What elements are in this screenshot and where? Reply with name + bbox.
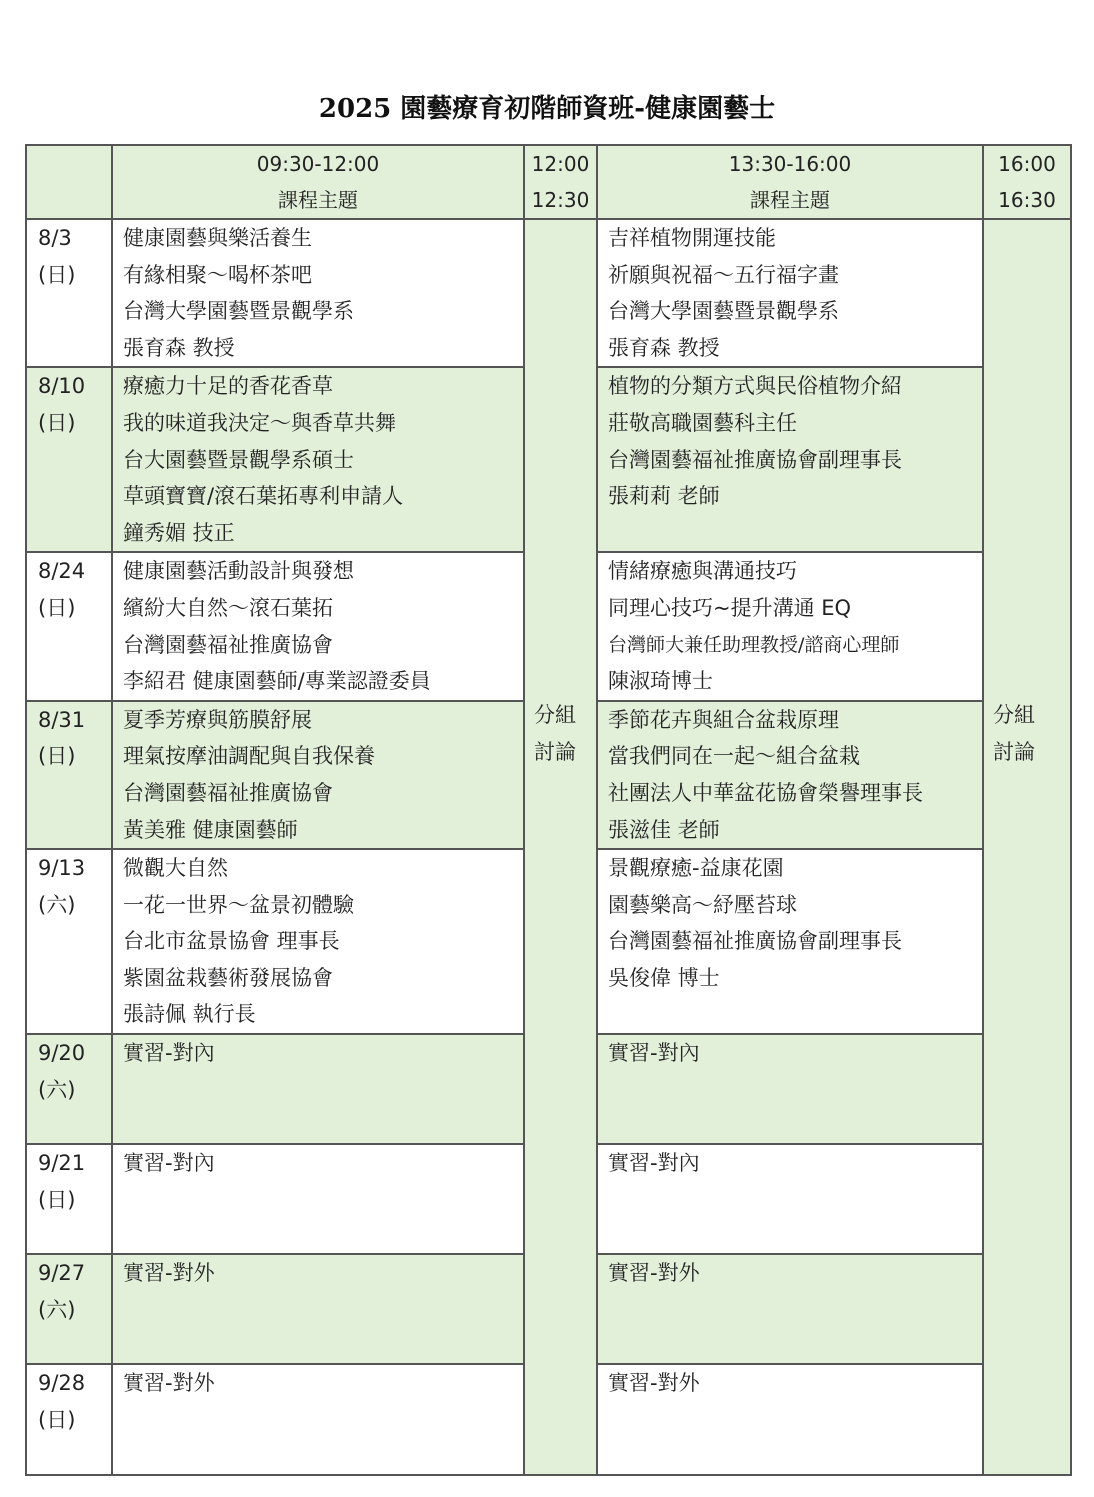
- discussion-line: 分組: [534, 703, 576, 727]
- date: 8/24: [38, 559, 86, 584]
- course-subtitle: 繽紛大自然～滾石葉拓: [123, 595, 333, 620]
- weekday: (六): [38, 1077, 76, 1102]
- course-subtitle: 園藝樂高～紓壓苔球: [608, 892, 797, 917]
- course-teacher: 張莉莉 老師: [608, 484, 720, 509]
- header-date-cell: [26, 145, 112, 219]
- weekday: (日): [38, 1407, 76, 1432]
- header-late: [983, 145, 1071, 219]
- course-teacher: 張育森 教授: [608, 335, 720, 360]
- discussion-line: 討論: [993, 739, 1035, 764]
- course-teacher: 鐘秀媚 技正: [123, 520, 235, 545]
- morning-course: [112, 849, 524, 1034]
- header-afternoon: [597, 145, 983, 219]
- course-teacher: 黃美雅 健康園藝師: [123, 817, 298, 842]
- date: 9/21: [38, 1151, 86, 1176]
- date-cell: [26, 1144, 112, 1254]
- date-cell: [26, 701, 112, 849]
- table-row: [26, 219, 1071, 367]
- afternoon-label: 課程主題: [750, 188, 830, 212]
- course-org: 台灣園藝福祉推廣協會: [123, 632, 333, 657]
- course-org: 紫園盆栽藝術發展協會: [123, 965, 333, 990]
- afternoon-course: [597, 219, 983, 367]
- header-row: [26, 145, 1071, 219]
- morning-course: [112, 1034, 524, 1144]
- course-title: 實習-對內: [608, 1151, 700, 1176]
- course-subtitle: 祈願與祝福～五行福字畫: [608, 262, 839, 287]
- course-subtitle: 一花一世界～盆景初體驗: [123, 892, 354, 917]
- noon-end: 12:30: [531, 188, 590, 212]
- page-title: 2025 園藝療育初階師資班-健康園藝士: [318, 94, 776, 124]
- course-title: 景觀療癒-益康花園: [608, 856, 784, 881]
- morning-course: [112, 1254, 524, 1364]
- course-org: 台北市盆景協會 理事長: [123, 929, 340, 954]
- course-title: 實習-對外: [608, 1261, 700, 1286]
- afternoon-course: [597, 1254, 983, 1364]
- date-cell: [26, 219, 112, 367]
- weekday: (六): [38, 892, 76, 917]
- weekday: (日): [38, 262, 76, 287]
- course-title: 實習-對內: [123, 1041, 215, 1066]
- afternoon-time: 13:30-16:00: [728, 152, 852, 176]
- weekday: (日): [38, 595, 76, 620]
- date: 9/13: [38, 856, 86, 881]
- weekday: (日): [38, 410, 76, 435]
- morning-course: [112, 367, 524, 552]
- late-start: 16:00: [998, 152, 1056, 176]
- date: 8/3: [38, 226, 72, 250]
- date: 9/27: [38, 1261, 86, 1286]
- course-org: 台大園藝暨景觀學系碩士: [123, 447, 354, 472]
- date: 8/10: [38, 374, 86, 399]
- course-teacher: 陳淑琦博士: [608, 669, 713, 694]
- noon-start: 12:00: [531, 152, 590, 176]
- morning-course: [112, 219, 524, 367]
- morning-course: [112, 552, 524, 700]
- course-title: 夏季芳療與筋膜舒展: [123, 707, 312, 732]
- date-cell: [26, 849, 112, 1034]
- course-teacher: 張滋佳 老師: [608, 817, 720, 842]
- morning-label: 課程主題: [278, 188, 358, 212]
- noon-discussion: [524, 219, 597, 1475]
- weekday: (日): [38, 1187, 76, 1212]
- course-title: 療癒力十足的香花香草: [123, 374, 333, 399]
- course-title: 微觀大自然: [123, 856, 228, 881]
- afternoon-course: [597, 849, 983, 1034]
- morning-course: [112, 1364, 524, 1475]
- course-subtitle: 莊敬高職園藝科主任: [608, 410, 797, 435]
- weekday: (日): [38, 744, 76, 769]
- course-org: 台灣園藝福祉推廣協會副理事長: [608, 929, 902, 954]
- course-subtitle: 當我們同在一起～組合盆栽: [608, 744, 860, 769]
- header-morning: [112, 145, 524, 219]
- course-title: 實習-對外: [608, 1371, 700, 1396]
- course-title: 情緒療癒與溝通技巧: [608, 559, 797, 584]
- date-cell: [26, 1364, 112, 1475]
- date: 9/28: [38, 1371, 86, 1396]
- afternoon-course: [597, 1144, 983, 1254]
- late-end: 16:30: [998, 188, 1056, 212]
- course-title: 實習-對內: [123, 1151, 215, 1176]
- course-org: 台灣大學園藝暨景觀學系: [608, 299, 839, 324]
- course-teacher: 張詩佩 執行長: [123, 1002, 256, 1027]
- course-org: 社團法人中華盆花協會榮譽理事長: [608, 780, 923, 805]
- course-title: 健康園藝活動設計與發想: [123, 559, 354, 584]
- course-title: 吉祥植物開運技能: [608, 226, 776, 250]
- afternoon-course: [597, 367, 983, 552]
- course-org: 台灣園藝福祉推廣協會: [123, 780, 333, 805]
- course-title: 季節花卉與組合盆栽原理: [608, 707, 839, 732]
- date-cell: [26, 552, 112, 700]
- course-subtitle: 同理心技巧~提升溝通 EQ: [608, 595, 852, 620]
- afternoon-course: [597, 1364, 983, 1475]
- weekday: (六): [38, 1297, 76, 1322]
- course-title: 實習-對外: [123, 1371, 215, 1396]
- afternoon-course: [597, 701, 983, 849]
- discussion-line: 分組: [993, 703, 1035, 727]
- date-cell: [26, 367, 112, 552]
- late-discussion: [983, 219, 1071, 1475]
- date: 8/31: [38, 707, 86, 732]
- course-org: 台灣師大兼任助理教授/諮商心理師: [608, 633, 900, 656]
- schedule-table: [25, 144, 1072, 1476]
- course-teacher: 李紹君 健康園藝師/專業認證委員: [123, 669, 431, 694]
- date-cell: [26, 1034, 112, 1144]
- course-title: 植物的分類方式與民俗植物介紹: [608, 374, 902, 399]
- course-subtitle: 理氣按摩油調配與自我保養: [123, 744, 375, 769]
- header-noon: [524, 145, 597, 219]
- date-cell: [26, 1254, 112, 1364]
- course-title: 實習-對外: [123, 1261, 215, 1286]
- morning-course: [112, 701, 524, 849]
- course-title: 實習-對內: [608, 1041, 700, 1066]
- course-title: 健康園藝與樂活養生: [123, 226, 312, 250]
- morning-course: [112, 1144, 524, 1254]
- discussion-line: 討論: [534, 739, 576, 764]
- course-org: 草頭寶寶/滾石葉拓專利申請人: [123, 484, 404, 509]
- course-subtitle: 有緣相聚～喝杯茶吧: [123, 262, 312, 287]
- course-teacher: 張育森 教授: [123, 335, 235, 360]
- course-org: 台灣園藝福祉推廣協會副理事長: [608, 447, 902, 472]
- date: 9/20: [38, 1041, 86, 1066]
- course-org: 台灣大學園藝暨景觀學系: [123, 299, 354, 324]
- morning-time: 09:30-12:00: [256, 152, 380, 176]
- afternoon-course: [597, 1034, 983, 1144]
- course-teacher: 吳俊偉 博士: [608, 965, 720, 990]
- afternoon-course: [597, 552, 983, 700]
- course-subtitle: 我的味道我決定～與香草共舞: [123, 410, 396, 435]
